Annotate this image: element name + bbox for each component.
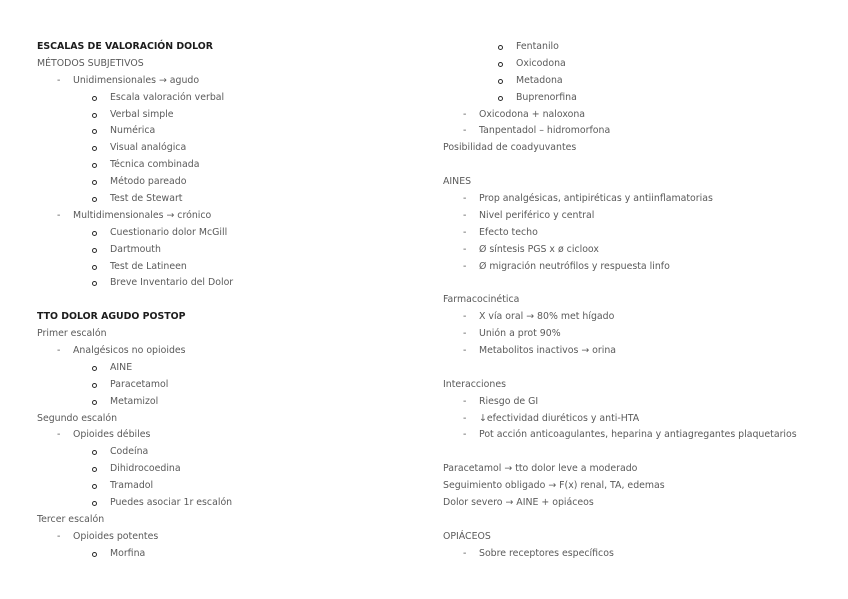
list-item: Verbal simple: [37, 107, 417, 124]
dash-bullet: -: [463, 547, 467, 559]
list-item: - Opioides débiles: [37, 427, 417, 444]
list-item: - Metabolitos inactivos → orina: [443, 343, 843, 360]
list-item: - ↓efectividad diuréticos y anti-HTA: [443, 411, 843, 428]
list-item: Test de Latineen: [37, 259, 417, 276]
circle-bullet-icon: [92, 129, 97, 134]
heading-segundo-escalon: Segundo escalón: [37, 412, 118, 424]
circle-bullet-icon: [92, 484, 97, 489]
circle-bullet-icon: [92, 180, 97, 185]
list-item: Tramadol: [37, 478, 417, 495]
dash-bullet: -: [463, 209, 467, 221]
list-item: - Oxicodona + naloxona: [443, 107, 843, 124]
list-item: - X vía oral → 80% met hígado: [443, 309, 843, 326]
list-item: Técnica combinada: [37, 157, 417, 174]
circle-bullet-icon: [92, 552, 97, 557]
dash-bullet: -: [463, 345, 467, 357]
circle-bullet-icon: [92, 113, 97, 118]
heading-aines: AINES: [443, 176, 472, 188]
list-item: - Analgésicos no opioides: [37, 343, 417, 360]
dash-bullet: -: [463, 412, 467, 424]
dash-bullet: -: [57, 530, 61, 542]
heading-tercer-escalon: Tercer escalón: [37, 513, 105, 525]
list-item: - Ø síntesis PGS x ø cicloox: [443, 242, 843, 259]
section-title-escalas: ESCALAS DE VALORACIÓN DOLOR: [37, 41, 213, 52]
dash-bullet: -: [57, 74, 61, 86]
list-item: Codeína: [37, 444, 417, 461]
list-item: Paracetamol: [37, 377, 417, 394]
note-coadyuvantes: Posibilidad de coadyuvantes: [443, 142, 577, 154]
circle-bullet-icon: [92, 248, 97, 253]
dash-bullet: -: [463, 429, 467, 441]
list-item: Cuestionario dolor McGill: [37, 225, 417, 242]
list-item: Morfina: [37, 546, 417, 563]
list-item: Buprenorfina: [443, 90, 843, 107]
list-item-multidimensionales: - Multidimensionales → crónico: [37, 208, 417, 225]
circle-bullet-icon: [92, 265, 97, 270]
circle-bullet-icon: [92, 281, 97, 286]
circle-bullet-icon: [92, 501, 97, 506]
list-item: Dartmouth: [37, 242, 417, 259]
list-item: - Efecto techo: [443, 225, 843, 242]
heading-metodos-subjetivos: MÉTODOS SUBJETIVOS: [37, 57, 144, 69]
heading-farmacocinetica: Farmacocinética: [443, 294, 520, 306]
circle-bullet-icon: [92, 450, 97, 455]
list-item: - Pot acción anticoagulantes, heparina y antiagregantes plaquetarios: [443, 427, 843, 444]
circle-bullet-icon: [92, 400, 97, 405]
dash-bullet: -: [463, 125, 467, 137]
list-item: Breve Inventario del Dolor: [37, 275, 417, 292]
list-item: Método pareado: [37, 174, 417, 191]
list-item-unidimensionales: - Unidimensionales → agudo: [37, 73, 417, 90]
dash-bullet: -: [57, 345, 61, 357]
left-column: [37, 39, 417, 563]
list-item: Metamizol: [37, 394, 417, 411]
circle-bullet-icon: [92, 366, 97, 371]
circle-bullet-icon: [92, 146, 97, 151]
circle-bullet-icon: [92, 467, 97, 472]
list-item: - Prop analgésicas, antipiréticas y antiinflamatorias: [443, 191, 843, 208]
list-item: Dihidrocoedina: [37, 461, 417, 478]
circle-bullet-icon: [92, 96, 97, 101]
circle-bullet-icon: [92, 231, 97, 236]
heading-interacciones: Interacciones: [443, 378, 506, 390]
dash-bullet: -: [57, 429, 61, 441]
dash-bullet: -: [57, 209, 61, 221]
list-item: - Sobre receptores específicos: [443, 546, 843, 563]
list-item: - Riesgo de GI: [443, 394, 843, 411]
dash-bullet: -: [463, 193, 467, 205]
circle-bullet-icon: [498, 79, 503, 84]
circle-bullet-icon: [498, 96, 503, 101]
note-dolor-severo: Dolor severo → AINE + opiáceos: [443, 497, 594, 509]
circle-bullet-icon: [92, 197, 97, 202]
dash-bullet: -: [463, 226, 467, 238]
dash-bullet: -: [463, 243, 467, 255]
heading-opiaceos: OPIÁCEOS: [443, 530, 491, 542]
list-item: Metadona: [443, 73, 843, 90]
dash-bullet: -: [463, 260, 467, 272]
list-item: Oxicodona: [443, 56, 843, 73]
circle-bullet-icon: [498, 62, 503, 67]
right-column: [443, 39, 843, 563]
list-item: - Ø migración neutrófilos y respuesta linfo: [443, 259, 843, 276]
list-item: Visual analógica: [37, 140, 417, 157]
list-item: - Nivel periférico y central: [443, 208, 843, 225]
dash-bullet: -: [463, 395, 467, 407]
list-item: - Tanpentadol – hidromorfona: [443, 123, 843, 140]
section-title-tto: TTO DOLOR AGUDO POSTOP: [37, 311, 186, 323]
list-item: Numérica: [37, 123, 417, 140]
note-seguimiento: Seguimiento obligado → F(x) renal, TA, edemas: [443, 480, 665, 492]
list-item: Fentanilo: [443, 39, 843, 56]
dash-bullet: -: [463, 328, 467, 340]
list-item: - Unión a prot 90%: [443, 326, 843, 343]
list-item: Test de Stewart: [37, 191, 417, 208]
list-item: Escala valoración verbal: [37, 90, 417, 107]
note-paracetamol: Paracetamol → tto dolor leve a moderado: [443, 463, 638, 475]
list-item: AINE: [37, 360, 417, 377]
circle-bullet-icon: [92, 163, 97, 168]
heading-primer-escalon: Primer escalón: [37, 328, 107, 340]
dash-bullet: -: [463, 108, 467, 120]
list-item: - Opioides potentes: [37, 529, 417, 546]
dash-bullet: -: [463, 311, 467, 323]
list-item: Puedes asociar 1r escalón: [37, 495, 417, 512]
circle-bullet-icon: [92, 383, 97, 388]
circle-bullet-icon: [498, 45, 503, 50]
